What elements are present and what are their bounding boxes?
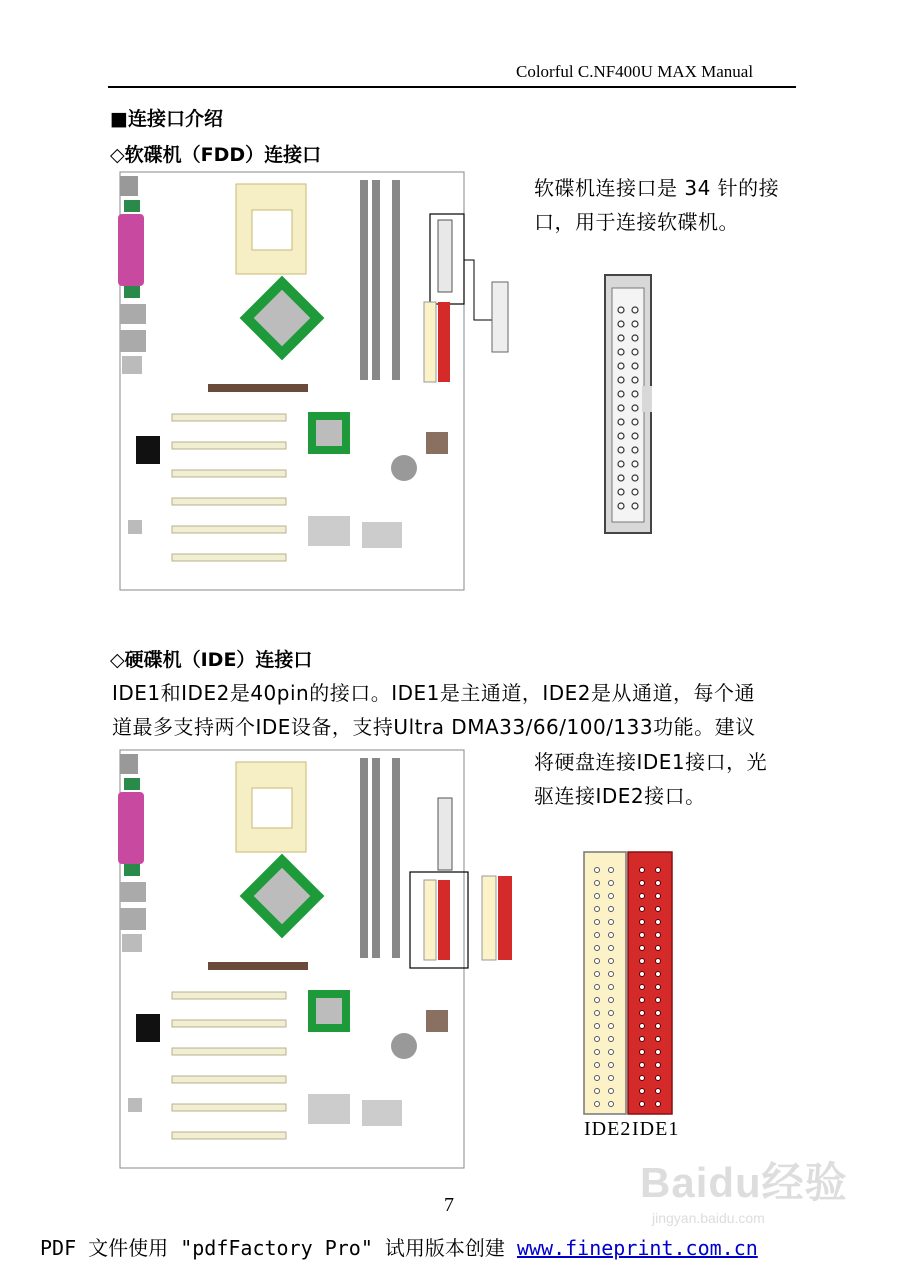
- ide2-label: IDE2: [584, 1118, 632, 1140]
- ide-desc-line4: 驱连接IDE2接口。: [534, 784, 706, 808]
- ide-desc-line2: 道最多支持两个IDE设备，支持Ultra DMA33/66/100/133功能。建议: [112, 715, 756, 739]
- manual-title: Colorful C.NF400U MAX Manual: [516, 62, 754, 81]
- fdd-description: [534, 171, 779, 239]
- fdd-desc-line1: 软碟机连接口是 34 针的接: [534, 176, 780, 200]
- page-number: 7: [444, 1194, 454, 1216]
- ide-description: [112, 676, 756, 744]
- fdd-heading: ◇软碟机（FDD）连接口: [110, 144, 322, 166]
- ide-recommendation: [534, 745, 767, 813]
- pdf-footer: [40, 1232, 758, 1261]
- ide-desc-line1: IDE1和IDE2是40pin的接口。IDE1是主通道，IDE2是从通道，每个通: [112, 681, 756, 705]
- section-title: ■连接口介绍: [110, 108, 223, 130]
- watermark-brand: Baidu经验: [640, 1159, 848, 1206]
- watermark-site: jingyan.baidu.com: [652, 1210, 765, 1226]
- footer-text: PDF 文件使用 "pdfFactory Pro" 试用版本创建: [40, 1236, 517, 1260]
- motherboard-diagram-ide: [112, 748, 522, 1173]
- baidu-watermark: [640, 1150, 848, 1226]
- fineprint-link[interactable]: www.fineprint.com.cn: [516, 1236, 758, 1260]
- fdd-desc-line2: 口，用于连接软碟机。: [534, 210, 739, 234]
- ide-desc-line3: 将硬盘连接IDE1接口，光: [534, 750, 768, 774]
- ide-heading: ◇硬碟机（IDE）连接口: [110, 649, 313, 671]
- header-rule: [108, 86, 796, 88]
- ide-connector-diagram: [582, 850, 674, 1116]
- ide1-label: IDE1: [632, 1118, 680, 1140]
- motherboard-diagram-fdd: [112, 170, 522, 595]
- fdd-connector-diagram: [604, 274, 654, 536]
